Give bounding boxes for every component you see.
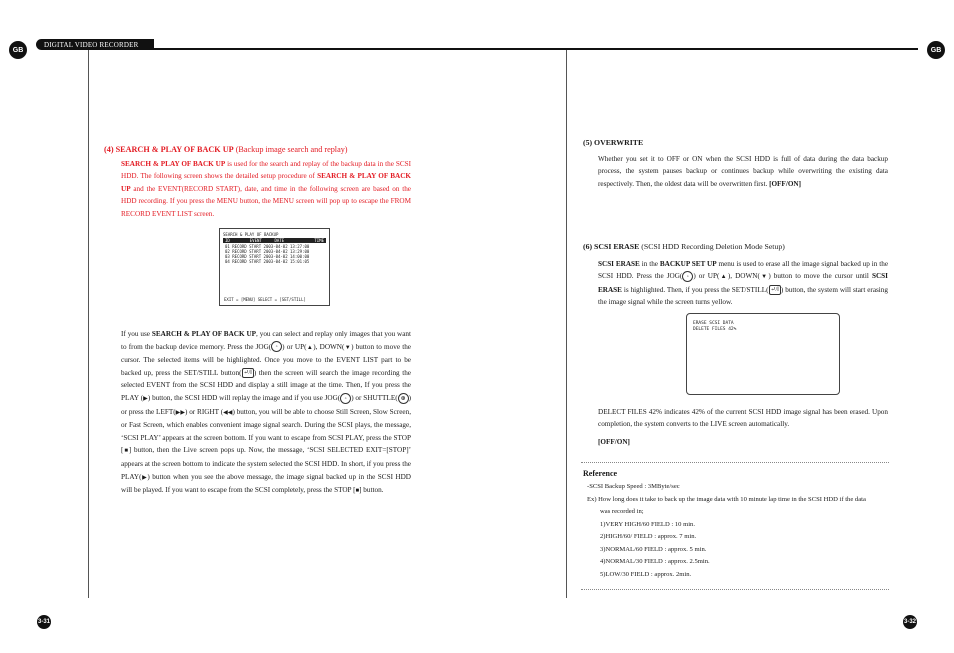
reference-item: 2)HIGH/60/ FIELD : approx. 7 min.	[600, 533, 697, 540]
up-arrow-icon: ▲	[306, 344, 314, 351]
language-badge-right: GB	[927, 41, 945, 59]
center-rule	[566, 50, 567, 598]
reference-top-rule	[581, 462, 889, 463]
down-arrow-icon: ▼	[344, 344, 352, 351]
column-time: TIME	[314, 238, 324, 243]
section-heading-search-play: (4) SEARCH & PLAY OF BACK UP (Backup image search and replay)	[104, 145, 348, 154]
event-list-row[interactable]: 03 RECORD START 2003-04-02 14:00:00	[225, 254, 310, 259]
reference-item: 5)LOW/30 FIELD : approx. 2min.	[600, 570, 692, 578]
jog-dial-icon: ◦	[271, 341, 282, 352]
shuttle-icon: ⊛	[398, 393, 409, 404]
screen-title: SEARCH & PLAY OF BACKUP	[223, 232, 279, 237]
event-list-row[interactable]: 02 RECORD START 2003-04-02 13:29:00	[225, 249, 310, 254]
stop-icon: ■	[123, 448, 129, 455]
reference-item: 3)NORMAL/60 FIELD : approx. 5 min.	[600, 545, 707, 553]
search-play-body: If you use SEARCH & PLAY OF BACK UP, you can select and replay only images that you want to from the backup device memory. Press the JOG( ◦ ) or UP(▲), DOWN(▼) button to move the cursor. The selected items will be highlighted. Once you move to the EVENT LIST part to be backed up, press the SET/STILL button( ↵/‖ ) then the screen will search the image recording the selected EVENT from the SCSI HDD and display a still image at the time. Then, If you press the PLAY (▶) button, the SCSI HDD will replay the image and if you use JOG( ◦ ) or SHUTTLE( ⊛ ) or press the LEFT(▶▶) or RIGHT (◀◀) button, you will be able to choose Still Screen, Slow Screen, or Fast Screen, which enables convenient image signal search. During the SCSI plays, the message, ‘SCSI PLAY’ appears at the screen bottom. If you want to escape from SCSI PLAY, press the STOP [■] button, then the Live screen pops up. Now, the message, ‘SCSI SELECTED EXIT=[STOP]’ appears at the screen bottom to indicate the system selected the SCSI HDD. In short, if you press the PLAY(▶) button when you see the above message, the image signal backed up in the SCSI HDD will be played. If you want to escape from the SCSI completely, press the STOP [■] button.	[121, 330, 412, 495]
page-number-right: 3-32	[903, 615, 917, 629]
play-icon: ▶	[141, 474, 148, 481]
stop-icon: ■	[355, 488, 360, 495]
jog-dial-icon: ◦	[340, 393, 351, 404]
overwrite-body: Whether you set it to OFF or ON when the SCSI HDD is full of data during the data backup process, the system pauses backup or continues backup while overwriting the existing data respectively. Then, the oldest data will be overwritten first. [OFF/ON]	[598, 155, 888, 188]
reference-item: 4)NORMAL/30 FIELD : approx. 2.5min.	[600, 558, 710, 565]
scsi-erase-mode: [OFF/ON]	[598, 438, 630, 446]
column-id: ID	[225, 238, 230, 243]
set-still-icon: ↵/‖	[243, 370, 252, 377]
rewind-icon: ◀◀	[223, 409, 233, 416]
scsi-erase-body: SCSI ERASE in the BACKUP SET UP menu is used to erase all the image signal backed up in the SCSI HDD. Press the JOG( ◦ ) or UP(▲), DOWN(▼) button to move the cursor until SCSI ERASE is highlighted. Then, if you press the SET/STILL( ↵/‖ ) button, the system will start erasing the image signal while the screen turns yellow.	[598, 260, 889, 307]
section-heading-scsi-erase: (6) SCSI ERASE (SCSI HDD Recording Deletion Mode Setup)	[583, 242, 785, 251]
erase-screen-line-1: ERASE SCSI DATA	[693, 321, 734, 326]
reference-example: Ex) How long does it take to back up the image data with 10 minute lap time in the SCSI HDD if the data	[587, 495, 866, 503]
event-list-header	[223, 238, 326, 243]
column-event: EVENT	[249, 238, 262, 243]
column-date: DATE	[274, 238, 285, 243]
event-list-row[interactable]: 04 RECORD START 2003-04-02 15:01:05	[225, 259, 310, 264]
scsi-erase-screen	[686, 313, 840, 395]
reference-item: 1)VERY HIGH/60 FIELD : 10 min.	[600, 520, 695, 528]
language-badge-left: GB	[9, 41, 27, 59]
down-arrow-icon: ▼	[759, 274, 769, 281]
left-margin-rule	[88, 50, 89, 598]
reference-speed: -SCSI Backup Speed : 3MByte/sec	[587, 483, 680, 490]
play-icon: ▶	[143, 395, 148, 402]
section-heading-overwrite: (5) OVERWRITE	[583, 138, 644, 147]
fast-forward-icon: ▶▶	[175, 409, 185, 416]
search-play-intro: SEARCH & PLAY OF BACK UP is used for the search and replay of the backup data in the SCSI HDD. The following screen shows the detailed setup procedure of SEARCH & PLAY OF BACK UP and the EVENT(RECORD START), date, and time in the following screen are based on the HDD recording. If you press the MENU button, the MENU screen will pop up to escape the FROM RECORD EVENT LIST screen.	[121, 160, 412, 218]
event-list-row[interactable]: 01 RECORD START 2003-04-02 13:27:00	[225, 244, 310, 249]
header-rule	[88, 48, 918, 50]
backup-event-list-screen	[219, 228, 330, 306]
reference-bottom-rule	[581, 589, 889, 590]
up-arrow-icon: ▲	[719, 274, 728, 281]
reference-example-cont: was recorded in;	[600, 508, 644, 515]
reference-title: Reference	[583, 469, 618, 478]
reference-body	[587, 481, 897, 581]
screen-footer-hint: EXIT = [MENU] SELECT = [SET/STILL]	[224, 297, 306, 302]
set-still-icon: ↵/‖	[770, 287, 779, 294]
header-title: DIGITAL VIDEO RECORDER	[36, 39, 154, 50]
page-number-left: 3-31	[37, 615, 51, 629]
jog-dial-icon: ◦	[682, 271, 693, 282]
erase-screen-line-2: DELETE FILES 42%	[693, 326, 737, 332]
scsi-erase-after: DELECT FILES 42% indicates 42% of the current SCSI HDD image signal has been erased. Upon completion, the system converts to the LIVE screen automatically.	[598, 408, 888, 429]
